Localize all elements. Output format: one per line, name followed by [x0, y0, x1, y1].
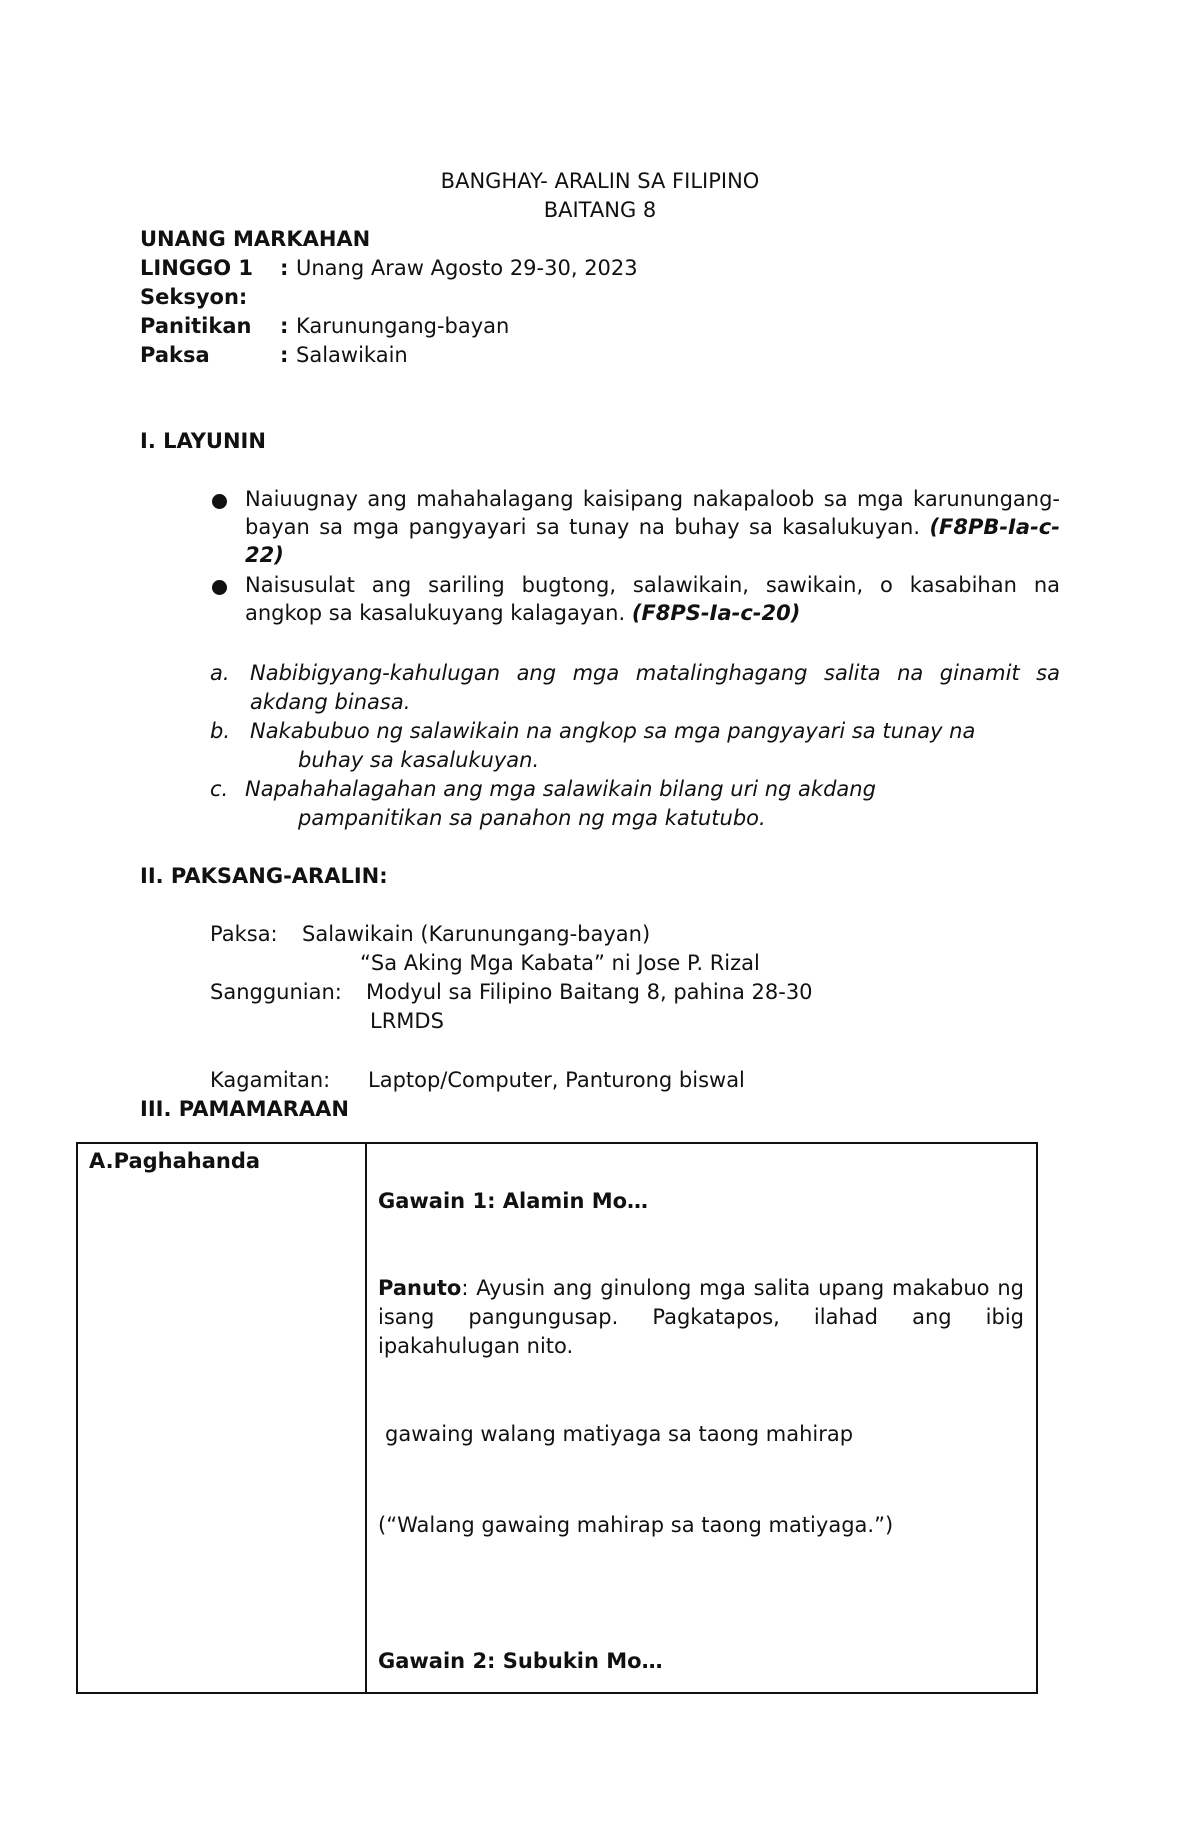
bullet-icon — [212, 580, 227, 595]
objective-b-line2: buhay sa kasalukuyan. — [298, 748, 540, 772]
objective-b-line1: Nakabubuo ng salawikain na angkop sa mga pangyayari sa tunay na — [250, 719, 976, 743]
objective-bullet-1-text: Naiuugnay ang mahahalagang kaisipang nakapaloob sa mga karunungang-bayan sa mga pangyayari sa tunay na buhay sa kasalukuyan. — [245, 487, 1060, 539]
kagamitan-value: Laptop/Computer, Panturong biswal — [368, 1068, 745, 1092]
literature-colon: : — [280, 314, 289, 338]
paksa-label: Paksa: — [210, 922, 278, 946]
procedure-table — [76, 1142, 1038, 1694]
paksa-value: Salawikain (Karunungang-bayan) — [302, 922, 651, 946]
literature-value: Karunungang-bayan — [296, 314, 510, 338]
objective-c-line2: pampanitikan sa panahon ng mga katutubo. — [298, 806, 766, 830]
document-title: BANGHAY- ARALIN SA FILIPINO — [440, 169, 760, 193]
objective-c-letter: c. — [210, 777, 229, 801]
objective-bullet-1-code: (F8PB-Ia-c-22) — [245, 515, 1060, 567]
paghahanda-label: A.Paghahanda — [89, 1149, 261, 1173]
literature-label: Panitikan — [140, 314, 252, 338]
objective-a-letter: a. — [210, 661, 230, 685]
procedure-left-cell — [77, 1143, 366, 1693]
objective-bullet-2-text: Naisusulat ang sariling bugtong, salawikain, sawikain, o kasabihan na angkop sa kasalukuyang kalagayan. — [245, 573, 1060, 625]
gawain-1-rest: : Alamin Mo… — [487, 1189, 649, 1213]
sanggunian-value: Modyul sa Filipino Baitang 8, pahina 28-30 — [366, 980, 813, 1004]
kagamitan-label: Kagamitan: — [210, 1068, 331, 1092]
objective-bullet-1 — [245, 485, 1060, 569]
topic-colon: : — [280, 343, 289, 367]
objectives-heading: I. LAYUNIN — [140, 429, 266, 453]
gawain-1-label: Gawain 1 — [378, 1189, 488, 1213]
quarter-label: UNANG MARKAHAN — [140, 227, 371, 251]
week-value: Unang Araw Agosto 29-30, 2023 — [296, 256, 638, 280]
objective-bullet-2-code: (F8PS-Ia-c-20) — [631, 601, 801, 625]
panuto-text: : Ayusin ang ginulong mga salita upang makabuo ng isang pangungusap. Pagkatapos, ilahad ang ibig ipakahulugan nito. — [378, 1276, 1024, 1358]
sanggunian-extra: LRMDS — [370, 1009, 444, 1033]
objective-b-letter: b. — [210, 719, 231, 743]
procedure-heading: III. PAMAMARAAN — [140, 1097, 349, 1121]
topic-value: Salawikain — [296, 343, 408, 367]
objective-c-line1: Napahahalagahan ang mga salawikain bilang uri ng akdang — [245, 777, 876, 801]
sanggunian-label: Sanggunian: — [210, 980, 342, 1004]
answer-sentence: (“Walang gawaing mahirap sa taong matiyaga.”) — [378, 1513, 894, 1537]
gawain-1-title — [378, 1187, 648, 1215]
paksa-work: “Sa Aking Mga Kabata” ni Jose P. Rizal — [360, 951, 760, 975]
topic-label: Paksa — [140, 343, 210, 367]
section-label: Seksyon: — [140, 285, 248, 309]
scrambled-sentence: gawaing walang matiyaga sa taong mahirap — [385, 1422, 854, 1446]
panuto-paragraph — [378, 1274, 1024, 1361]
objective-a-line2: akdang binasa. — [250, 690, 411, 714]
grade-level: BAITANG 8 — [543, 198, 657, 222]
bullet-icon — [212, 494, 227, 509]
panuto-label: Panuto — [378, 1276, 462, 1300]
week-label: LINGGO 1 — [140, 256, 254, 280]
objective-a-line1: Nabibigyang-kahulugan ang mga matalinghagang salita na ginamit sa — [250, 661, 1060, 685]
procedure-right-cell — [366, 1143, 1037, 1693]
subject-matter-heading: II. PAKSANG-ARALIN: — [140, 864, 388, 888]
gawain-2-title: Gawain 2: Subukin Mo… — [378, 1649, 663, 1673]
objective-bullet-2 — [245, 571, 1060, 627]
week-colon: : — [280, 256, 289, 280]
